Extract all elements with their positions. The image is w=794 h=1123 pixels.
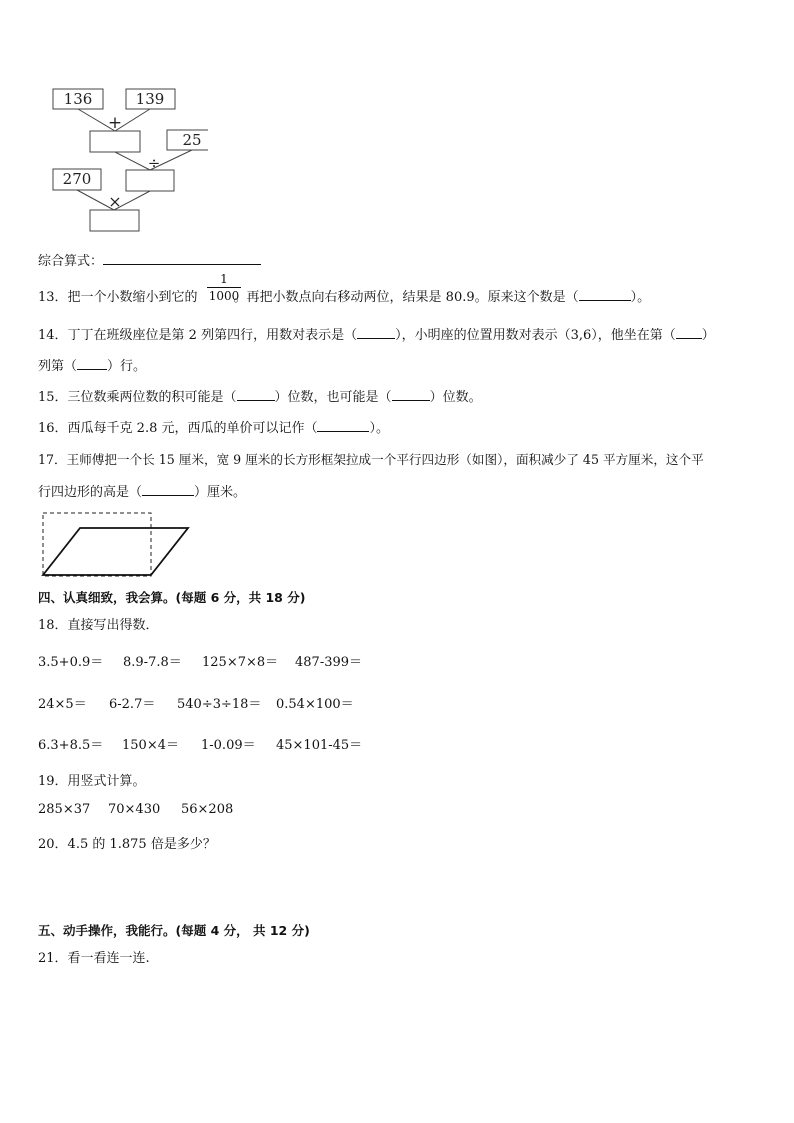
- plus-operator: +: [107, 113, 123, 133]
- q18-item: 8.9-7.8＝: [123, 655, 182, 670]
- question-17-line1: 17．王师傅把一个长 15 厘米，宽 9 厘米的长方形框架拉成一个平行四边形（如图），面积减少了 45 平方厘米，这个平: [38, 452, 704, 467]
- q15-text-c: ）位数。: [429, 390, 482, 405]
- q18-item: 150×4＝: [122, 738, 179, 753]
- answer-blank: [317, 420, 369, 432]
- q18-item: 6-2.7＝: [109, 697, 156, 712]
- answer-blank: [103, 253, 261, 265]
- q18-item: 1-0.09＝: [201, 738, 256, 753]
- q18-item: 487-399＝: [295, 655, 363, 670]
- q14-text-line2a: 列第（: [38, 359, 78, 374]
- answer-blank: [392, 389, 430, 401]
- box-270-label: 270: [62, 170, 92, 188]
- question-19-title: 19．用竖式计算。: [38, 774, 146, 789]
- parallelogram-shape: [43, 528, 188, 575]
- q14-text-a: 14．丁丁在班级座位是第 2 列第四行，用数对表示是（: [38, 328, 358, 343]
- q13-fraction: [207, 272, 241, 303]
- answer-blank: [676, 327, 702, 339]
- question-20-title: 20．4.5 的 1.875 倍是多少？: [38, 837, 216, 852]
- question-17-line2: [38, 481, 246, 500]
- q19-item: 70×430: [108, 802, 161, 817]
- q18-item: 3.5+0.9＝: [38, 655, 104, 670]
- q17-text-b: ）厘米。: [194, 485, 247, 500]
- question-16: [38, 417, 389, 436]
- q18-item: 125×7×8＝: [202, 655, 279, 670]
- q18-item: 0.54×100＝: [276, 697, 354, 712]
- q18-item: 6.3+8.5＝: [38, 738, 104, 753]
- box-25-label: 25: [182, 131, 202, 149]
- fraction-bar: [207, 287, 241, 288]
- question-21-title: 21．看一看连一连.: [38, 951, 150, 966]
- combined-formula: [38, 250, 261, 269]
- answer-blank: [237, 389, 275, 401]
- q18-item: 45×101-45＝: [276, 738, 363, 753]
- q19-item: 56×208: [181, 802, 234, 817]
- box-139-label: 139: [135, 90, 165, 108]
- section-5-title: 五、动手操作，我能行。(每题 4 分， 共 12 分): [38, 923, 310, 938]
- multiply-operator: ×: [108, 192, 122, 211]
- answer-blank: [579, 289, 631, 301]
- answer-blank: [357, 327, 395, 339]
- q14-text-b: ），小明座的位置用数对表示（3,6），他坐在第（: [395, 328, 676, 343]
- q15-text-a: 15．三位数乘两位数的积可能是（: [38, 390, 237, 405]
- q15-text-b: ）位数，也可能是（: [274, 390, 392, 405]
- box-sum: [90, 131, 140, 152]
- question-14-line2: [38, 355, 146, 374]
- q19-item: 285×37: [38, 802, 91, 817]
- box-quotient: [126, 170, 174, 191]
- question-15: [38, 386, 482, 405]
- answer-blank: [77, 358, 107, 370]
- parallelogram-figure: [40, 510, 195, 580]
- section-4-title: 四、认真细致，我会算。(每题 6 分，共 18 分): [38, 590, 306, 605]
- flow-diagram: [48, 86, 208, 236]
- q13-text-end: ）。: [630, 290, 651, 305]
- original-rectangle-dashed: [43, 513, 151, 576]
- combined-formula-label: 综合算式：: [38, 254, 104, 269]
- question-18-title: 18．直接写出得数．: [38, 618, 159, 633]
- question-14-line1: [38, 324, 715, 343]
- q14-text-line2b: ）行。: [107, 359, 147, 374]
- answer-blank: [142, 484, 194, 496]
- fraction-denominator: 1000: [208, 289, 240, 303]
- q14-text-c: ）: [701, 328, 715, 343]
- divide-operator: ÷: [147, 154, 161, 172]
- box-product: [90, 210, 139, 231]
- q13-text-after: 。再把小数点向右移动两位，结果是 80.9。原来这个数是（: [233, 290, 579, 305]
- q16-text-b: ）。: [369, 421, 389, 436]
- q18-item: 540÷3÷18＝: [177, 697, 262, 712]
- question-13: [38, 286, 650, 305]
- q16-text-a: 16．西瓜每千克 2.8 元，西瓜的单价可以记作（: [38, 421, 318, 436]
- q13-text-before: 13．把一个小数缩小到它的: [38, 290, 198, 305]
- q17-text-a: 行四边形的高是（: [38, 485, 143, 500]
- box-136-label: 136: [63, 90, 93, 108]
- q18-item: 24×5＝: [38, 697, 87, 712]
- fraction-numerator: 1: [220, 272, 228, 286]
